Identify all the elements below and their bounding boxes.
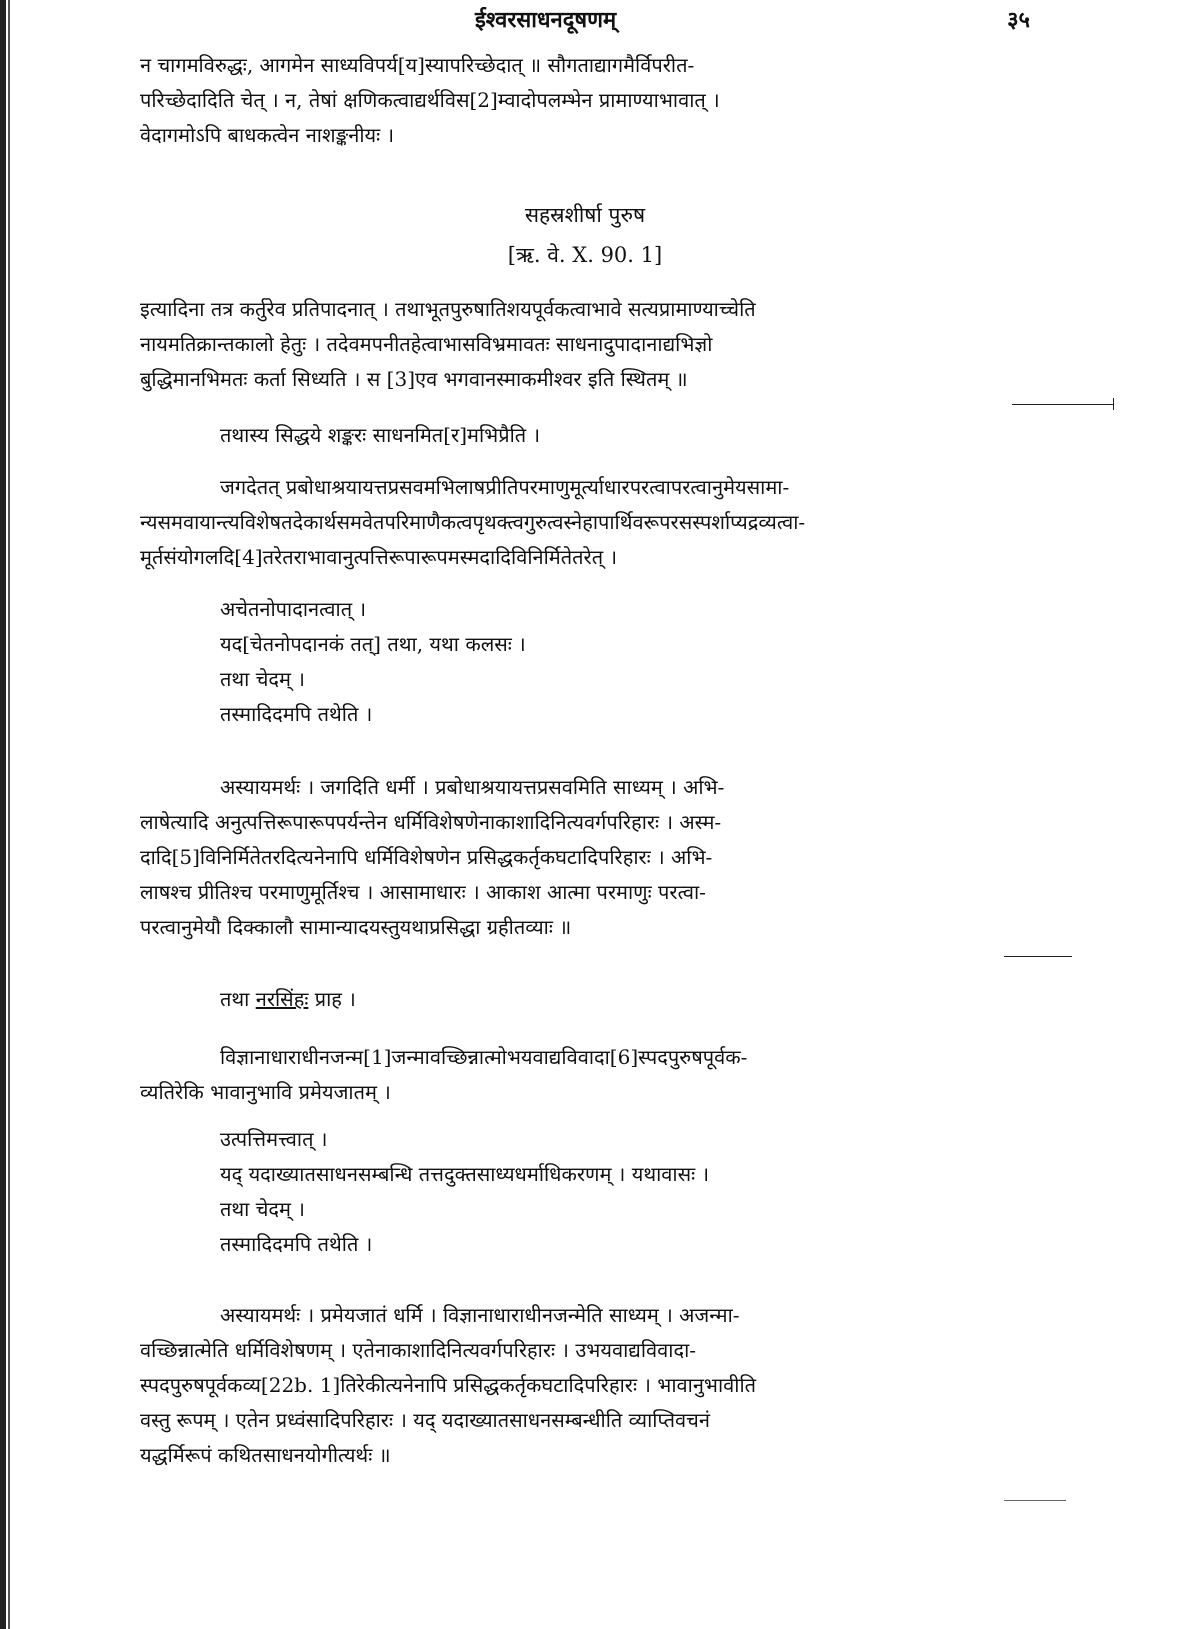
book-page — [140, 0, 1030, 1629]
text-line: इत्यादिना तत्र कर्तुरेव प्रतिपादनात् । तथाभूतपुरुषातिशयपूर्वकत्वाभावे सत्यप्रामाण्याच्चेति — [140, 297, 756, 321]
syllogism-2 — [140, 1122, 1030, 1262]
text-line: तथास्य सिद्धये शङ्करः साधनमित[र]मभिप्रैति । — [220, 423, 541, 447]
text-line: न चागमविरुद्धः, आगमेन साध्यविपर्य[य]स्यापरिच्छेदात् ॥ सौगताद्यागमैर्विपरीत- — [140, 53, 695, 77]
text-line: लाषेत्यादि अनुत्पत्तिरूपारूपपर्यन्तेन धर्मिविशेषणेनाकाशादिनित्यवर्गपरिहारः । अस्म- — [140, 810, 722, 834]
syllogism-1 — [140, 592, 1030, 732]
text-suffix: प्राह । — [308, 987, 356, 1011]
quotation-line-1: सहस्रशीर्षा पुरुष — [524, 203, 646, 227]
text-line: यद्धर्मिरूपं कथितसाधनयोगीत्यर्थः ॥ — [140, 1443, 391, 1467]
paragraph-1 — [140, 48, 1030, 153]
paragraph-6 — [140, 982, 1030, 1017]
text-line: परिच्छेदादिति चेत् । न, तेषां क्षणिकत्वाद्यर्थविस[2]म्वादोपलम्भेन प्रामाण्याभावात् । — [140, 88, 720, 112]
paragraph-2 — [140, 292, 1030, 397]
text-line: लाषश्च प्रीतिश्च परमाणुमूर्तिश्च । आसामाधारः । आकाश आत्मा परमाणुः परत्वा- — [140, 880, 706, 904]
syllogism-line: तथा चेदम् । — [220, 1197, 305, 1221]
text-line: परत्वानुमेयौ दिक्कालौ सामान्यादयस्तुयथाप्रसिद्धा ग्रहीतव्याः ॥ — [140, 915, 572, 939]
text-line: बुद्धिमानभिमतः कर्ता सिध्यति । स [3]एव भगवानस्माकमीश्वर इति स्थितम् ॥ — [140, 367, 688, 391]
text-line — [140, 982, 1030, 1017]
quotation-reference: [ऋ. वे. X. 90. 1] — [507, 243, 663, 267]
text-line: मूर्तसंयोगलदि[4]तरेतराभावानुत्पत्तिरूपारूपमस्मदादिविनिर्मितेतरेत् । — [140, 545, 618, 569]
paragraph-3 — [140, 418, 1030, 453]
margin-line — [1004, 1500, 1066, 1501]
syllogism-line: तस्मादिदमपि तथेति । — [220, 1232, 373, 1256]
syllogism-line: तथा चेदम् । — [220, 667, 305, 691]
text-line: अस्यायमर्थः । प्रमेयजातं धर्मि । विज्ञानाधाराधीनजन्मेति साध्यम् । अजन्मा- — [220, 1303, 740, 1327]
text-line: व्यतिरेकि भावानुभावि प्रमेयजातम् । — [140, 1080, 391, 1104]
margin-line — [1004, 956, 1072, 957]
syllogism-line: यद् यदाख्यातसाधनसम्बन्धि तत्तदुक्तसाध्यधर्माधिकरणम् । यथावासः । — [220, 1162, 710, 1186]
running-title: ईश्वरसाधनदूषणम् — [475, 7, 617, 33]
running-head — [140, 4, 1030, 40]
text-line: वेदागमोऽपि बाधकत्वेन नाशङ्कनीयः । — [140, 123, 395, 147]
text-line: अस्यायमर्थः । जगदिति धर्मी । प्रबोधाश्रयायत्तप्रसवमिति साध्यम् । अभि- — [220, 775, 725, 799]
paragraph-8 — [140, 1298, 1030, 1473]
text-line: वस्तु रूपम् । एतेन प्रध्वंसादिपरिहारः । यद् यदाख्यातसाधनसम्बन्धीति व्याप्तिवचनं — [140, 1408, 710, 1432]
text-line: स्पदपुरुषपूर्वकव्य[22b. 1]तिरेकीत्यनेनापि प्रसिद्धकर्तृकघटादिपरिहारः । भावानुभावीति — [140, 1373, 757, 1397]
syllogism-line: तस्मादिदमपि तथेति । — [220, 702, 373, 726]
syllogism-line: अचेतनोपादानत्वात् । — [220, 597, 367, 621]
text-line: वच्छिन्नात्मेति धर्मिविशेषणम् । एतेनाकाशादिनित्यवर्गपरिहारः । उभयवाद्यविवादा- — [140, 1338, 697, 1362]
syllogism-line: यद[चेतनोपदानकं तत्] तथा, यथा कलसः । — [220, 632, 526, 656]
paragraph-5 — [140, 770, 1030, 945]
scan-edge-inner — [8, 0, 10, 1629]
text-line: नायमतिक्रान्तकालो हेतुः । तदेवमपनीतहेत्वाभासविभ्रमावतः साधनादुपादानाद्यभिज्ञो — [140, 332, 713, 356]
author-name: नरसिंहः — [255, 987, 309, 1011]
paragraph-7 — [140, 1040, 1030, 1110]
margin-tick — [1113, 398, 1114, 410]
text-line: विज्ञानाधाराधीनजन्म[1]जन्मावच्छिन्नात्मोभयवाद्यविवादा[6]स्पदपुरुषपूर्वक- — [220, 1045, 748, 1069]
text-line: जगदेतत् प्रबोधाश्रयायत्तप्रसवमभिलाषप्रीतिपरमाणुमूर्त्याधारपरत्वापरत्वानुमेयसामा- — [220, 475, 790, 499]
scan-edge — [0, 0, 6, 1629]
margin-line — [1012, 404, 1114, 405]
page-number: ३५ — [1007, 7, 1030, 33]
text-prefix: तथा — [220, 987, 256, 1011]
text-line: न्यसमवायान्त्यविशेषतदेकार्थसमवेतपरिमाणैकत्वपृथक्त्वगुरुत्वस्नेहापार्थिवरूपरसस्पर्शाप्यद्रव्यत्वा- — [140, 510, 806, 534]
paragraph-4 — [140, 470, 1030, 575]
syllogism-line: उत्पत्तिमत्त्वात् । — [220, 1127, 328, 1151]
text-line: दादि[5]विनिर्मितेतरदित्यनेनापि धर्मिविशेषणेन प्रसिद्धकर्तृकघटादिपरिहारः । अभि- — [140, 845, 713, 869]
